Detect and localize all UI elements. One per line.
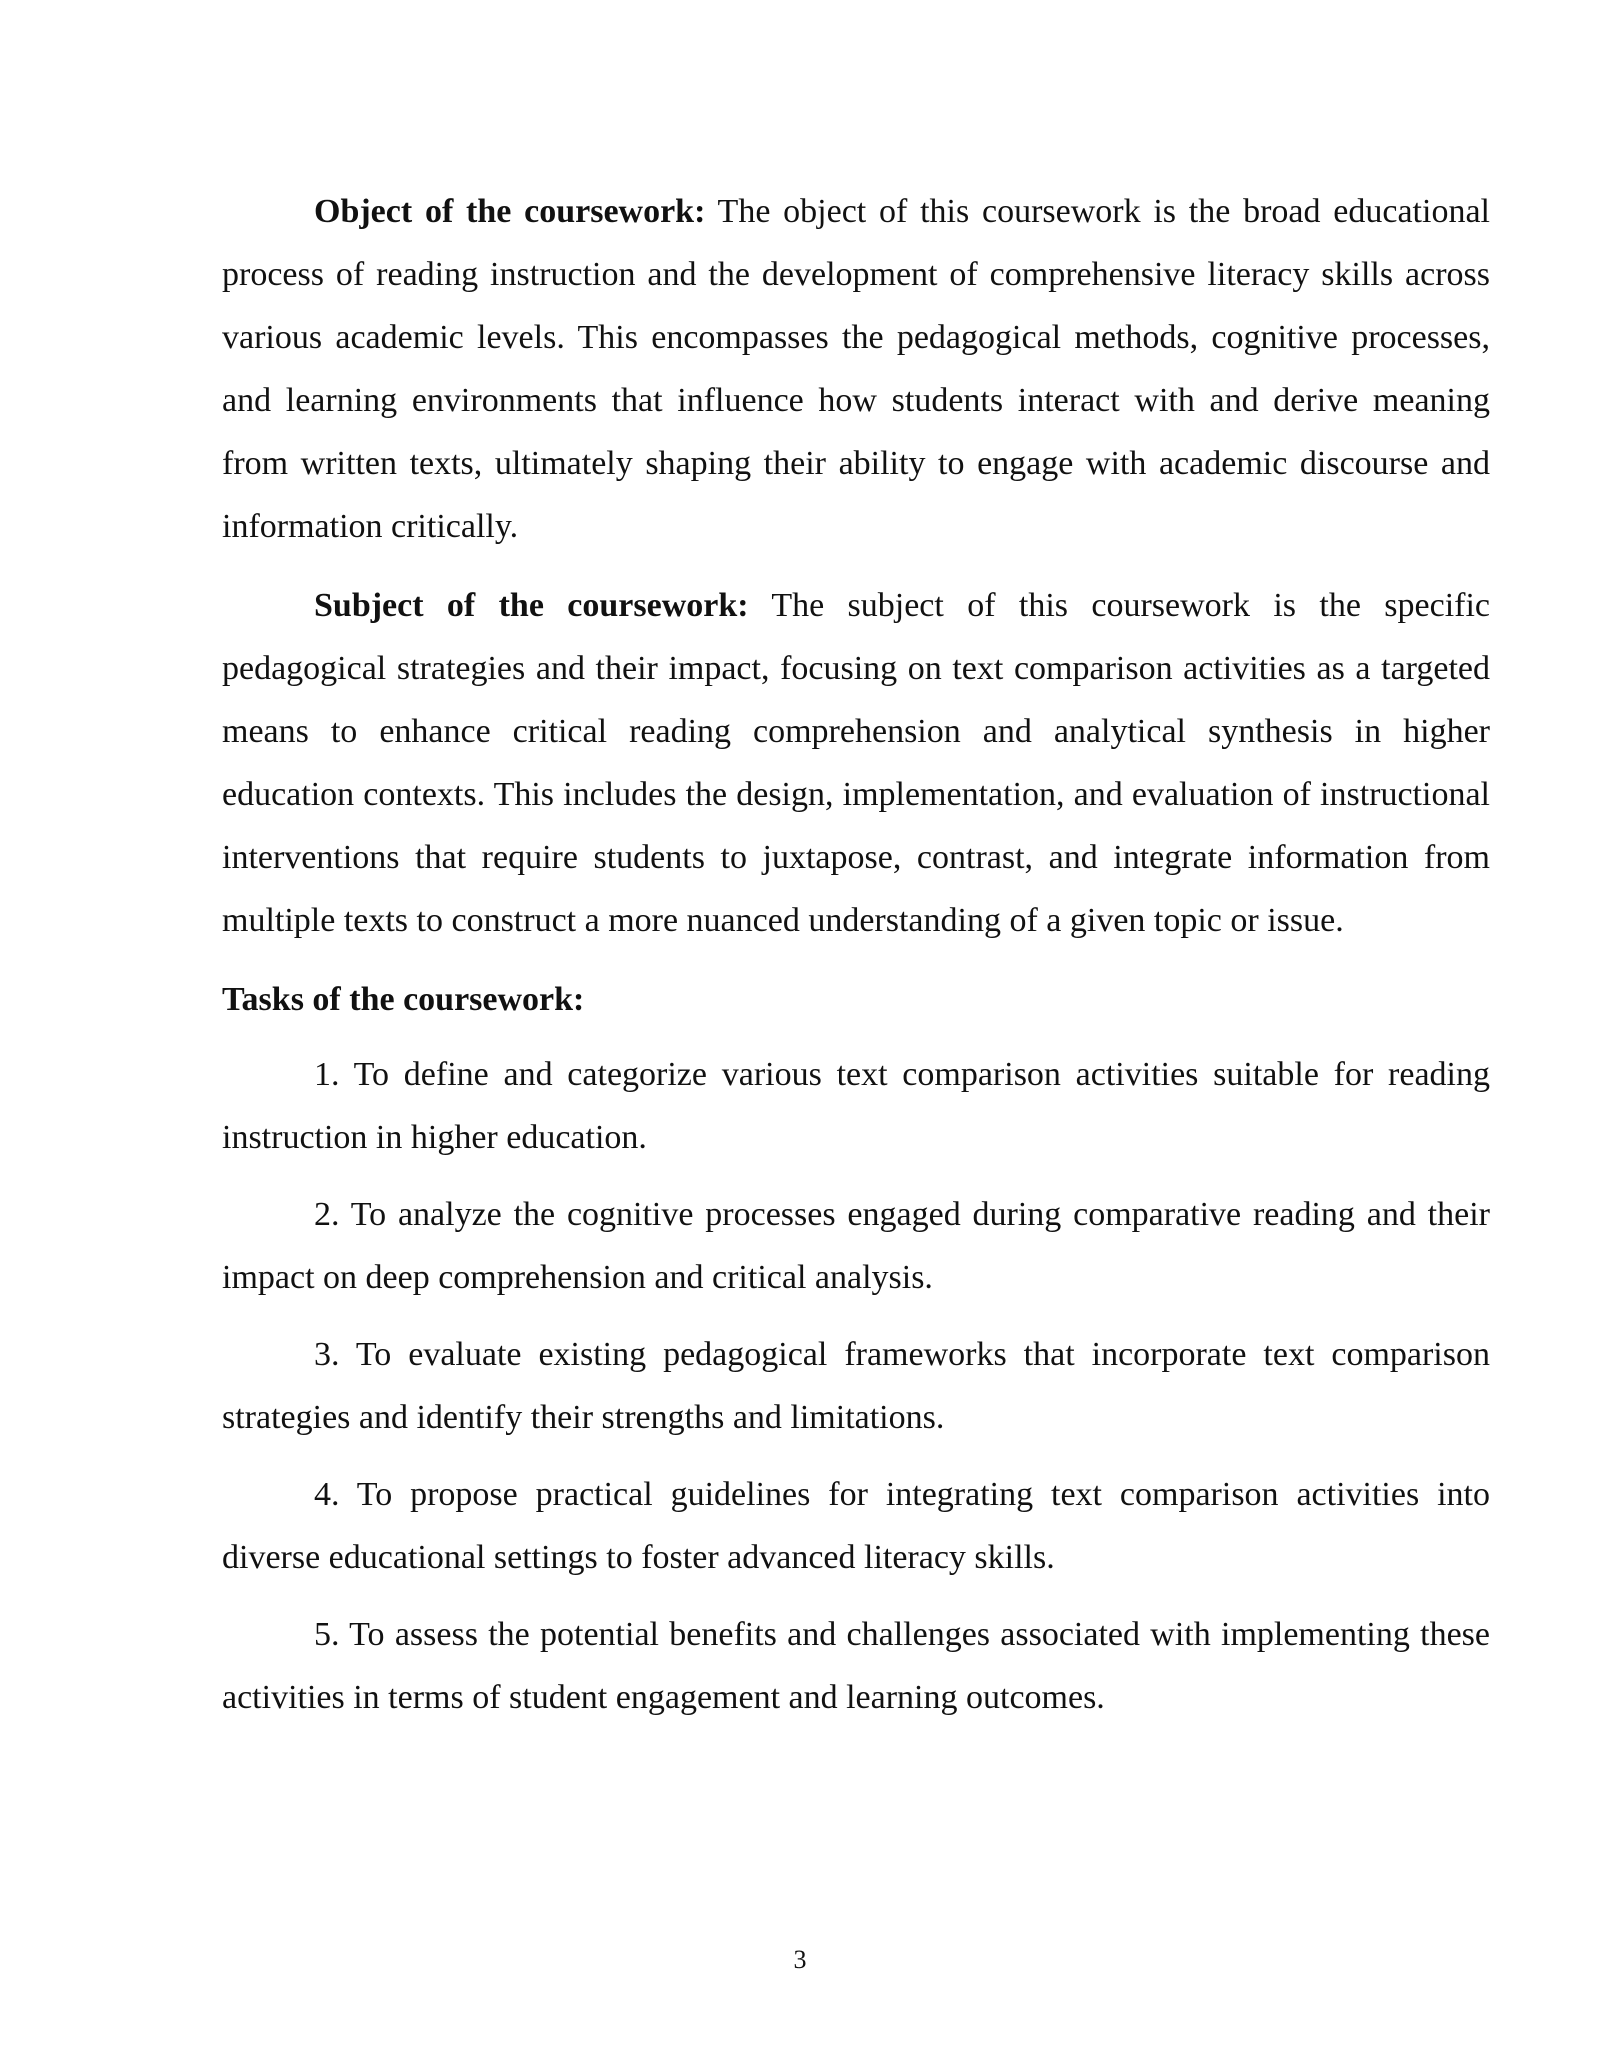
object-text: The object of this coursework is the broad educational process of reading instruction and the development of comprehensive literacy skills across various academic levels. This encompasses the pedagogical methods, cognitive processes, and learning environments that influence how students interact with and derive meaning from written texts, ultimately shaping their ability to engage with academic discourse and information critically.: [222, 193, 1490, 545]
task-item-4: 4. To propose practical guidelines for integrating text comparison activities into diverse educational settings to foster advanced literacy skills.: [222, 1476, 1490, 1576]
page-content: [222, 180, 1490, 1743]
subject-paragraph: [222, 574, 1490, 952]
task-item-3: 3. To evaluate existing pedagogical frameworks that incorporate text comparison strategies and identify their strengths and limitations.: [222, 1336, 1490, 1436]
page-number: 3: [793, 1945, 807, 1974]
task-item-1: 1. To define and categorize various text comparison activities suitable for reading instruction in higher education.: [222, 1056, 1490, 1156]
task-item-5: 5. To assess the potential benefits and challenges associated with implementing these activities in terms of student engagement and learning outcomes.: [222, 1616, 1490, 1716]
object-lead: Object of the coursework:: [314, 193, 706, 230]
tasks-heading: Tasks of the coursework:: [222, 981, 585, 1018]
task-item-2: 2. To analyze the cognitive processes engaged during comparative reading and their impact on deep comprehension and critical analysis.: [222, 1196, 1490, 1296]
subject-lead: Subject of the coursework:: [314, 587, 749, 624]
object-paragraph: [222, 180, 1490, 558]
subject-text: The subject of this coursework is the specific pedagogical strategies and their impact, focusing on text comparison activities as a targeted means to enhance critical reading comprehension and analytical synthesis in higher education contexts. This includes the design, implementation, and evaluation of instructional interventions that require students to juxtapose, contrast, and integrate information from multiple texts to construct a more nuanced understanding of a given topic or issue.: [222, 587, 1490, 939]
